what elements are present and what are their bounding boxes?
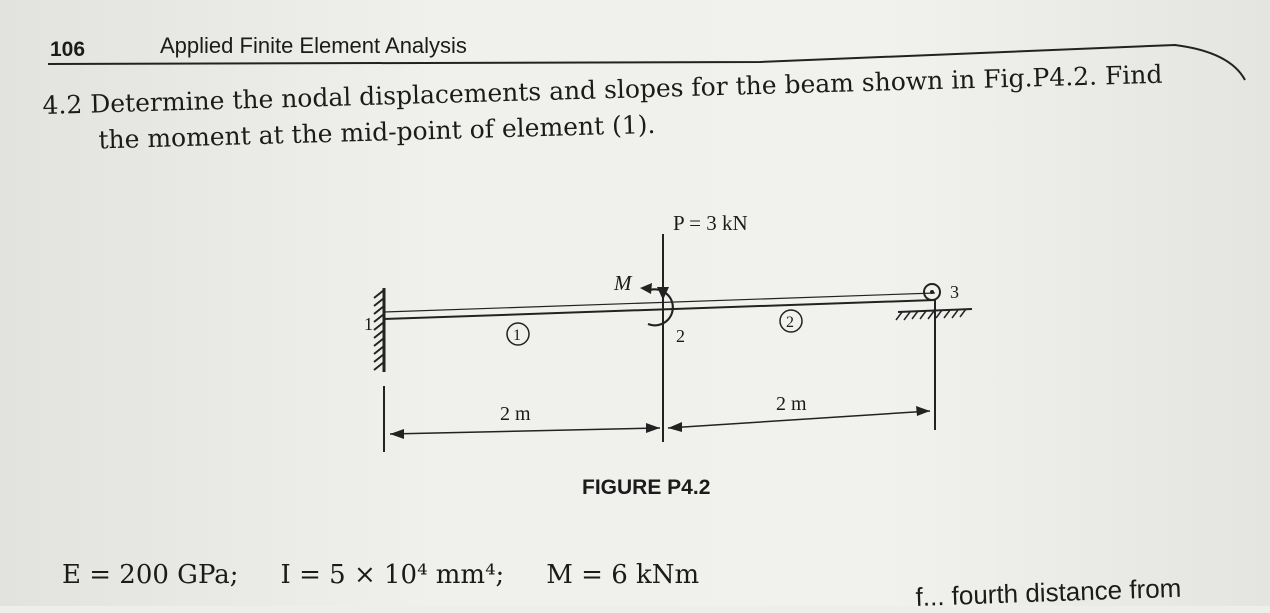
load-label: P = 3 kN: [673, 211, 748, 235]
problem-text-2: the moment at the mid-point of element (1).: [98, 109, 656, 155]
node-2-label: 2: [676, 326, 685, 346]
fixed-support: [374, 288, 384, 372]
problem-number: 4.2: [42, 89, 83, 120]
dim-label-1: 2 m: [500, 403, 531, 425]
element-1-label: 1: [513, 327, 521, 344]
figure-caption: FIGURE P4.2: [582, 476, 711, 499]
dim-label-2: 2 m: [776, 393, 807, 415]
node-1-label: 1: [364, 314, 373, 334]
given-E: E = 200 GPa;: [62, 560, 239, 590]
page-number: 106: [50, 38, 86, 61]
moment-label: M: [614, 271, 632, 295]
beam: [384, 293, 935, 319]
given-values: [62, 560, 822, 590]
problem-text-1: Determine the nodal displacements and slopes for the beam shown in Fig.P4.2. Find: [89, 59, 1163, 119]
given-I: I = 5 × 10⁴ mm⁴;: [280, 560, 505, 590]
given-M: M = 6 kNm: [546, 560, 700, 590]
book-title: Applied Finite Element Analysis: [160, 33, 467, 58]
node-3-label: 3: [950, 282, 959, 302]
cutoff-text: f... fourth distance from: [915, 572, 1182, 612]
element-2-label: 2: [786, 314, 794, 331]
dimension-line-1: [390, 423, 660, 439]
